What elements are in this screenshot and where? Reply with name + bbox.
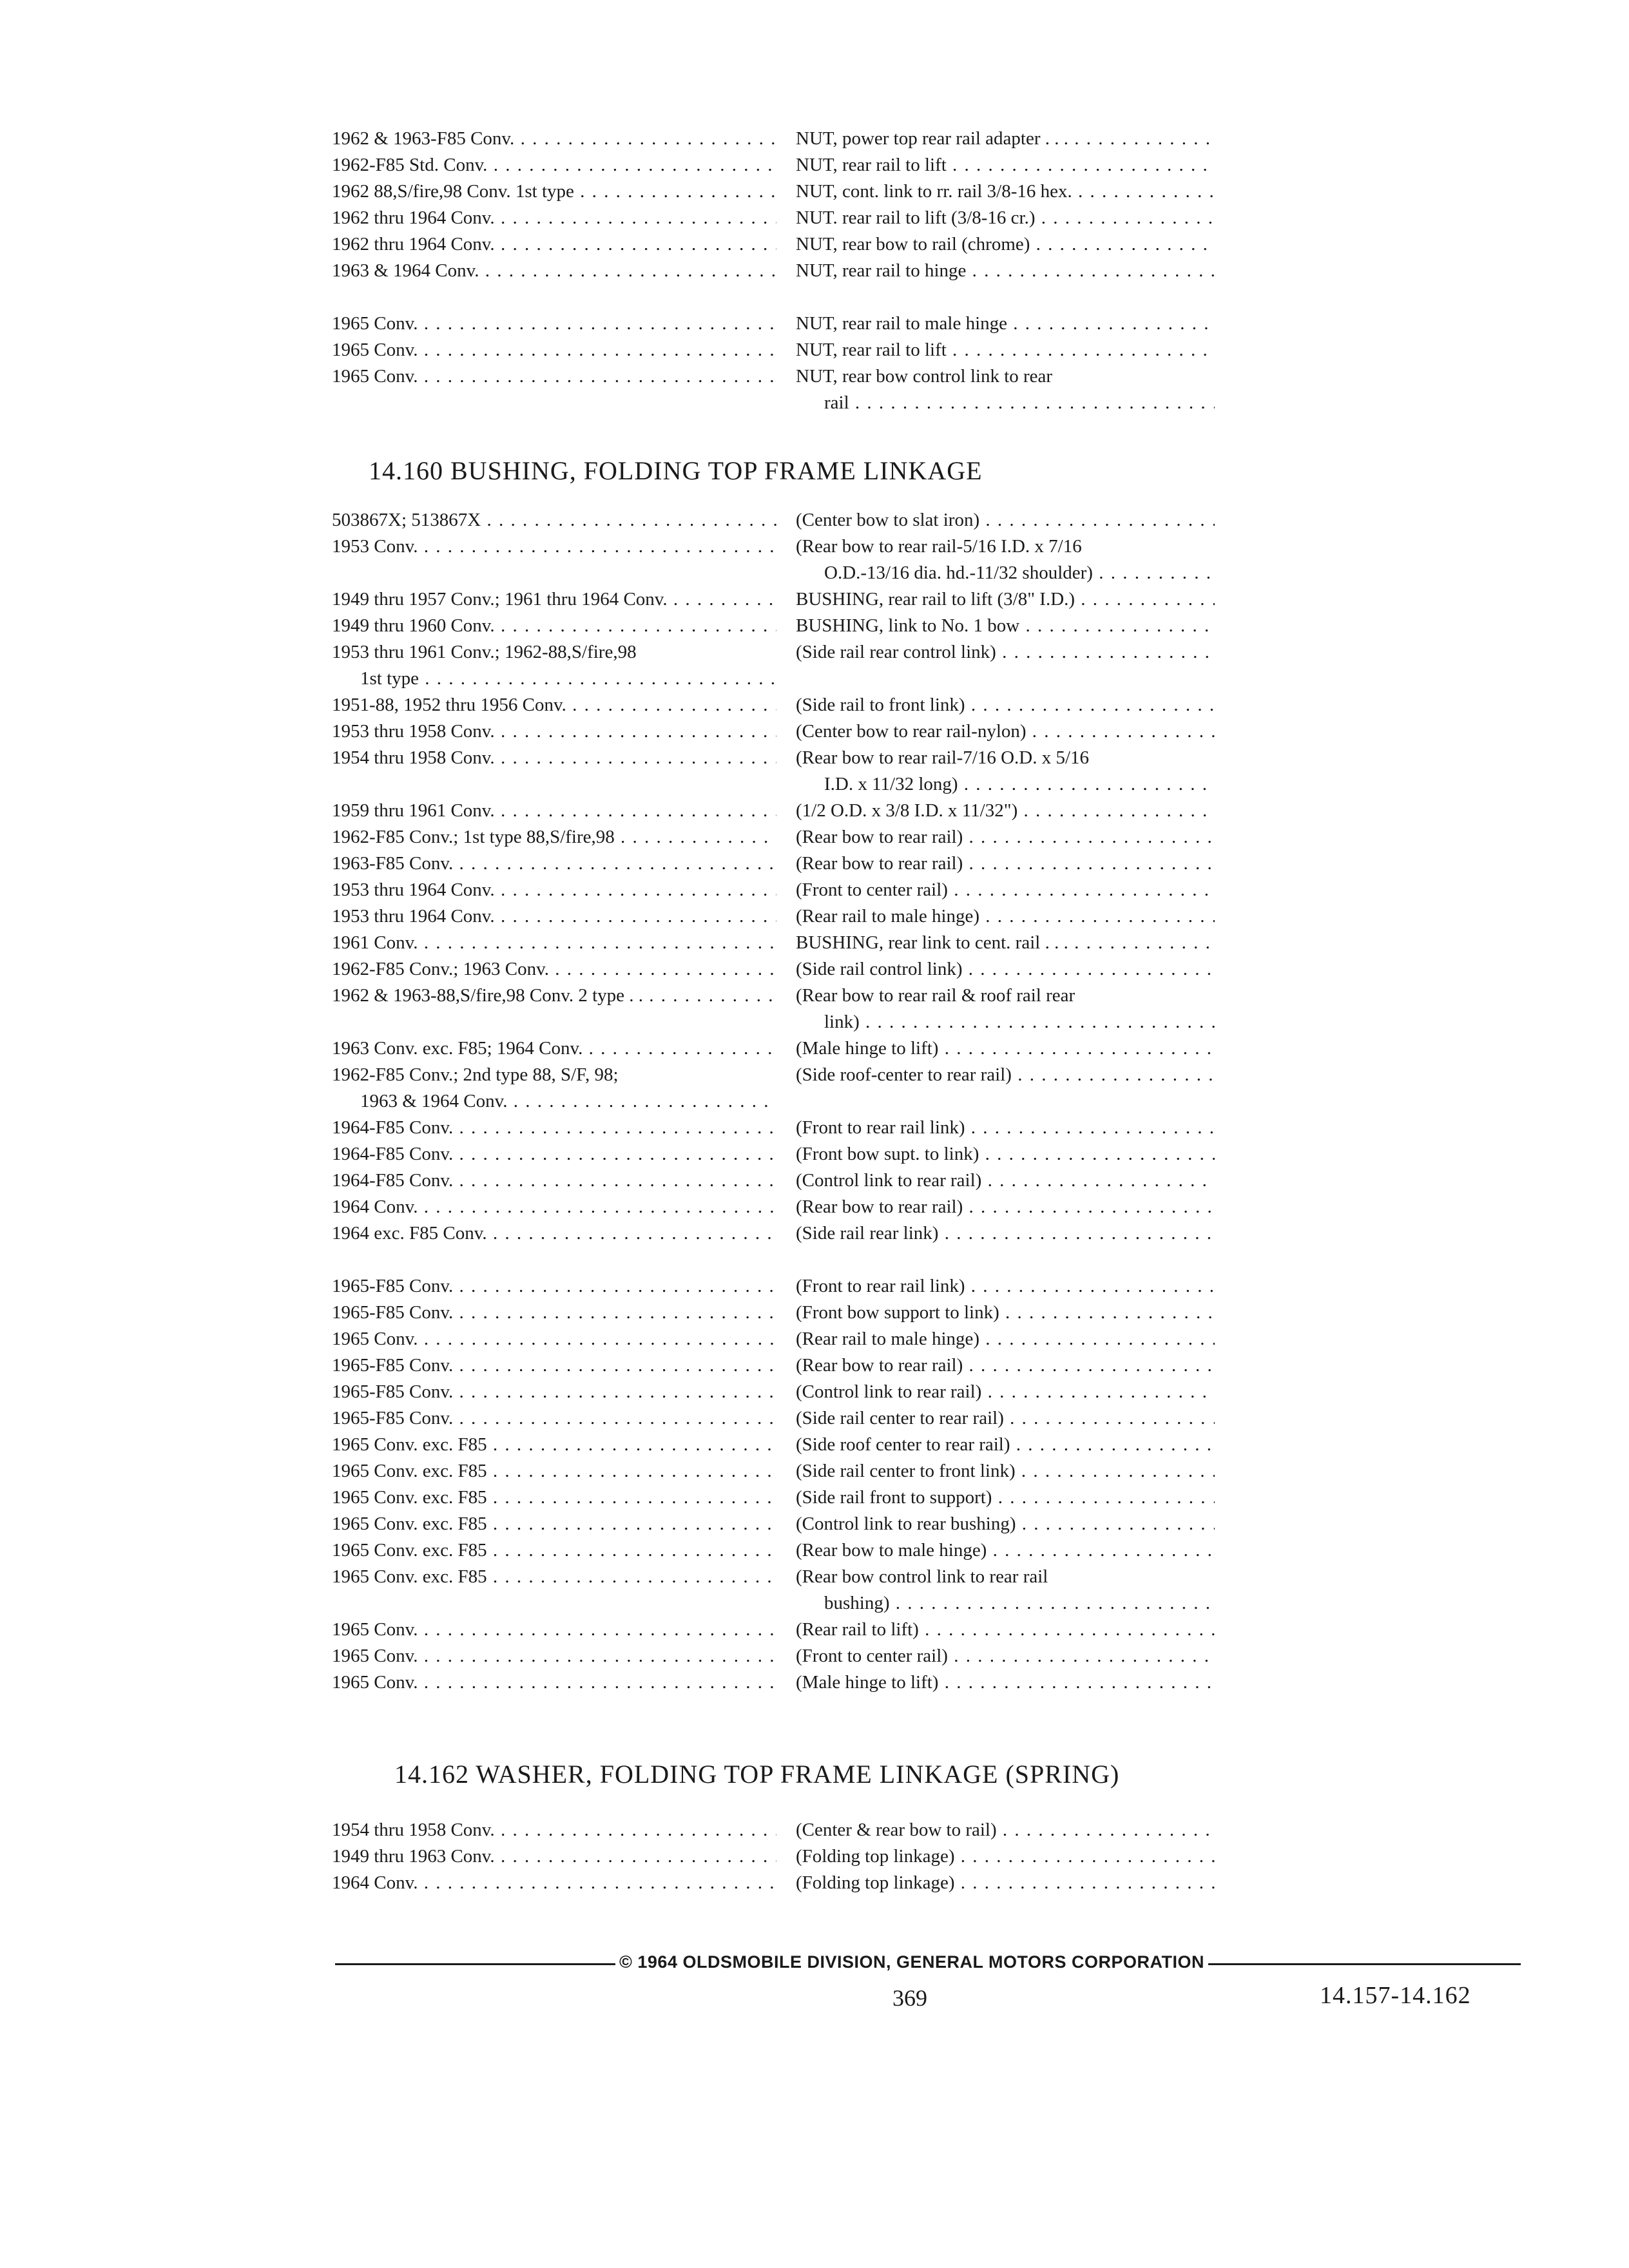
copyright-notice: © 1964 OLDSMOBILE DIVISION, GENERAL MOTORS CORPORATION <box>615 1952 1208 1972</box>
model-text: 1963 & 1964 Conv. . . . <box>332 1088 776 1115</box>
model-cell <box>332 231 776 258</box>
model-text: 1963-F85 Conv. . . . <box>332 850 776 877</box>
description-text: NUT, rear rail to lift . . . <box>796 337 1215 363</box>
description-text: (Control link to rear rail) . . . <box>796 1379 1215 1405</box>
description-cell <box>796 1168 1215 1194</box>
description-text: (Side roof center to rear rail) . . . <box>796 1432 1215 1458</box>
table-row <box>0 533 1629 586</box>
washer-parts-list <box>0 1817 1629 1896</box>
table-row <box>0 1115 1629 1141</box>
table-row <box>0 1300 1629 1326</box>
description-text: (Folding top linkage) . . . <box>796 1843 1215 1870</box>
description-cell <box>796 1220 1215 1247</box>
footer-rule-right <box>1170 1963 1521 1965</box>
model-text: 1953 thru 1964 Conv. . . . <box>332 877 776 903</box>
table-row <box>0 337 1629 363</box>
table-row <box>0 956 1629 983</box>
model-text: 1965-F85 Conv. . . . <box>332 1300 776 1326</box>
model-cell <box>332 337 776 363</box>
description-cell <box>796 1843 1215 1870</box>
description-cell <box>796 1870 1215 1896</box>
description-cell <box>796 1300 1215 1326</box>
description-text: NUT, rear bow to rail (chrome) . . . <box>796 231 1215 258</box>
table-row <box>0 1168 1629 1194</box>
description-text: (Rear bow to rear rail-7/16 O.D. x 5/16 <box>796 747 1090 768</box>
table-row <box>0 178 1629 205</box>
model-cell <box>332 1035 776 1062</box>
model-text: 1964-F85 Conv. . . . <box>332 1115 776 1141</box>
model-cell <box>332 1817 776 1843</box>
description-cell <box>796 930 1215 956</box>
description-cell <box>796 1062 1215 1088</box>
model-cell <box>332 1870 776 1896</box>
table-row <box>0 205 1629 231</box>
model-text: 1965-F85 Conv. . . . <box>332 1405 776 1432</box>
model-cell <box>332 1669 776 1696</box>
table-row <box>0 824 1629 850</box>
model-text: 1965-F85 Conv. . . . <box>332 1273 776 1300</box>
description-cell <box>796 745 1215 798</box>
bushing-parts-list <box>0 507 1629 1696</box>
description-text: (Control link to rear bushing) . . . <box>796 1511 1215 1537</box>
model-cell <box>332 824 776 850</box>
description-text: (1/2 O.D. x 3/8 I.D. x 11/32") . . . <box>796 798 1215 824</box>
description-text: (Center bow to rear rail-nylon) . . . <box>796 718 1215 745</box>
model-text: 1962-F85 Std. Conv. . . . <box>332 152 776 178</box>
model-cell <box>332 639 776 692</box>
table-row <box>0 1273 1629 1300</box>
model-cell <box>332 930 776 956</box>
description-cell <box>796 1511 1215 1537</box>
model-text: 1965 Conv. . . . <box>332 1669 776 1696</box>
description-text: O.D.-13/16 dia. hd.-11/32 shoulder) . . . <box>796 560 1215 586</box>
description-text: (Front to rear rail link) . . . <box>796 1273 1215 1300</box>
table-row <box>0 1432 1629 1458</box>
model-cell <box>332 1220 776 1247</box>
description-cell <box>796 613 1215 639</box>
table-row <box>0 1352 1629 1379</box>
model-text: 1965-F85 Conv. . . . <box>332 1379 776 1405</box>
description-text: NUT, rear bow control link to rear <box>796 366 1053 387</box>
model-text: 1962 88,S/fire,98 Conv. 1st type . . . <box>332 178 776 205</box>
table-row <box>0 877 1629 903</box>
model-text: 1965 Conv. exc. F85 . . . <box>332 1537 776 1564</box>
description-text: (Rear bow to rear rail) . . . <box>796 1352 1215 1379</box>
description-cell <box>796 1617 1215 1643</box>
description-cell <box>796 639 1215 666</box>
table-row <box>0 258 1629 284</box>
table-row <box>0 1564 1629 1617</box>
model-text: 1953 Conv. . . . <box>332 533 776 560</box>
table-row <box>0 231 1629 258</box>
model-text: 1963 & 1964 Conv. . . . <box>332 258 776 284</box>
description-text: BUSHING, rear link to cent. rail . . . . . . <box>796 930 1215 956</box>
description-text: NUT. rear rail to lift (3/8-16 cr.) . . . <box>796 205 1215 231</box>
model-text: 1959 thru 1961 Conv. . . . <box>332 798 776 824</box>
model-text: 1965-F85 Conv. . . . <box>332 1352 776 1379</box>
table-row <box>0 1035 1629 1062</box>
description-cell <box>796 877 1215 903</box>
model-text: 1954 thru 1958 Conv. . . . <box>332 1817 776 1843</box>
description-cell <box>796 1564 1215 1617</box>
model-cell <box>332 258 776 284</box>
model-text: 1965 Conv. . . . <box>332 363 776 390</box>
description-cell <box>796 258 1215 284</box>
description-cell <box>796 903 1215 930</box>
model-cell <box>332 363 776 390</box>
table-row <box>0 1141 1629 1168</box>
description-text: (Rear bow to rear rail) . . . <box>796 1194 1215 1220</box>
table-row <box>0 1669 1629 1696</box>
description-cell <box>796 126 1215 152</box>
model-cell <box>332 507 776 533</box>
model-text: 1962 thru 1964 Conv. . . . <box>332 231 776 258</box>
description-text: (Front bow support to link) . . . <box>796 1300 1215 1326</box>
model-text: 1962-F85 Conv.; 2nd type 88, S/F, 98; <box>332 1064 619 1085</box>
model-text: 1951-88, 1952 thru 1956 Conv. . . . <box>332 692 776 718</box>
description-text: (Rear bow to rear rail) . . . <box>796 824 1215 850</box>
description-cell <box>796 152 1215 178</box>
description-cell <box>796 1458 1215 1485</box>
model-text: 1965 Conv. . . . <box>332 1643 776 1669</box>
model-text: 1964 exc. F85 Conv. . . . <box>332 1220 776 1247</box>
model-text: 1961 Conv. . . . <box>332 930 776 956</box>
table-row <box>0 507 1629 533</box>
description-cell <box>796 1669 1215 1696</box>
description-cell <box>796 1035 1215 1062</box>
description-text: (Side roof-center to rear rail) . . . <box>796 1062 1215 1088</box>
table-row <box>0 1537 1629 1564</box>
description-text: NUT, rear rail to male hinge . . . <box>796 311 1215 337</box>
model-cell <box>332 1352 776 1379</box>
description-text: (Side rail rear link) . . . <box>796 1220 1215 1247</box>
model-cell <box>332 745 776 771</box>
description-text: (Rear bow to male hinge) . . . <box>796 1537 1215 1564</box>
table-row <box>0 586 1629 613</box>
model-cell <box>332 152 776 178</box>
description-cell <box>796 1643 1215 1669</box>
description-text: (Front bow supt. to link) . . . <box>796 1141 1215 1168</box>
model-cell <box>332 1141 776 1168</box>
table-row <box>0 1062 1629 1115</box>
description-text: (Side rail front to support) . . . <box>796 1485 1215 1511</box>
model-cell <box>332 586 776 613</box>
description-cell <box>796 363 1215 416</box>
description-text: (Rear bow to rear rail & roof rail rear <box>796 985 1075 1006</box>
model-cell <box>332 983 776 1009</box>
table-row <box>0 639 1629 692</box>
model-cell <box>332 956 776 983</box>
description-cell <box>796 205 1215 231</box>
model-cell <box>332 903 776 930</box>
model-text: 1964-F85 Conv. . . . <box>332 1168 776 1194</box>
model-text: 1953 thru 1961 Conv.; 1962-88,S/fire,98 <box>332 642 637 662</box>
model-cell <box>332 178 776 205</box>
description-cell <box>796 1379 1215 1405</box>
description-cell <box>796 1194 1215 1220</box>
model-cell <box>332 1843 776 1870</box>
model-cell <box>332 718 776 745</box>
description-cell <box>796 337 1215 363</box>
model-text: 1st type . . . <box>332 666 776 692</box>
model-cell <box>332 311 776 337</box>
model-text: 1949 thru 1963 Conv. . . . <box>332 1843 776 1870</box>
model-cell <box>332 613 776 639</box>
model-cell <box>332 1405 776 1432</box>
table-row <box>0 718 1629 745</box>
model-text: 1962 & 1963-F85 Conv. . . . <box>332 126 776 152</box>
model-text: 1963 Conv. exc. F85; 1964 Conv. . . . <box>332 1035 776 1062</box>
table-row <box>0 1843 1629 1870</box>
model-cell <box>332 1194 776 1220</box>
table-row <box>0 613 1629 639</box>
model-cell <box>332 798 776 824</box>
table-row <box>0 1405 1629 1432</box>
model-cell <box>332 1432 776 1458</box>
description-cell <box>796 1326 1215 1352</box>
table-row <box>0 692 1629 718</box>
nut-parts-list <box>0 126 1629 416</box>
description-text: (Side rail center to rear rail) . . . <box>796 1405 1215 1432</box>
model-cell <box>332 533 776 560</box>
model-cell <box>332 1379 776 1405</box>
table-row <box>0 1458 1629 1485</box>
table-row <box>0 1194 1629 1220</box>
section-title-14-162: 14.162 WASHER, FOLDING TOP FRAME LINKAGE (SPRING) <box>394 1760 1120 1789</box>
table-row <box>0 1485 1629 1511</box>
table-row <box>0 930 1629 956</box>
model-cell <box>332 1643 776 1669</box>
description-cell <box>796 533 1215 586</box>
model-cell <box>332 692 776 718</box>
model-cell <box>332 1326 776 1352</box>
description-text: (Rear bow control link to rear rail <box>796 1566 1048 1587</box>
description-text: link) . . . <box>796 1009 1215 1035</box>
description-cell <box>796 586 1215 613</box>
description-text: (Rear rail to male hinge) . . . <box>796 1326 1215 1352</box>
description-text: (Rear rail to lift) . . . <box>796 1617 1215 1643</box>
description-cell <box>796 1817 1215 1843</box>
model-text: 503867X; 513867X . . . <box>332 507 776 533</box>
model-text: 1964 Conv. . . . <box>332 1870 776 1896</box>
description-text: (Front to center rail) . . . <box>796 877 1215 903</box>
model-cell <box>332 126 776 152</box>
description-cell <box>796 507 1215 533</box>
model-text: 1954 thru 1958 Conv. . . . <box>332 745 776 771</box>
description-text: bushing) . . . <box>796 1590 1215 1617</box>
model-text: 1949 thru 1960 Conv. . . . <box>332 613 776 639</box>
table-row <box>0 1379 1629 1405</box>
description-cell <box>796 983 1215 1035</box>
description-text: (Side rail control link) . . . <box>796 956 1215 983</box>
description-text: I.D. x 11/32 long) . . . <box>796 771 1215 798</box>
description-text: NUT, cont. link to rr. rail 3/8-16 hex. . . . <box>796 178 1215 205</box>
table-row <box>0 903 1629 930</box>
description-text: NUT, rear rail to hinge . . . <box>796 258 1215 284</box>
model-cell <box>332 1458 776 1485</box>
description-cell <box>796 178 1215 205</box>
description-cell <box>796 798 1215 824</box>
spacer <box>0 1247 1629 1273</box>
model-text: 1962 thru 1964 Conv. . . . <box>332 205 776 231</box>
description-cell <box>796 850 1215 877</box>
model-text: 1964 Conv. . . . <box>332 1194 776 1220</box>
table-row <box>0 1326 1629 1352</box>
description-cell <box>796 311 1215 337</box>
footer-rule-left <box>335 1963 628 1965</box>
description-cell <box>796 956 1215 983</box>
model-text: 1965 Conv. exc. F85 . . . <box>332 1511 776 1537</box>
description-text: (Folding top linkage) . . . <box>796 1870 1215 1896</box>
table-row <box>0 1870 1629 1896</box>
description-cell <box>796 718 1215 745</box>
table-row <box>0 745 1629 798</box>
table-row <box>0 1617 1629 1643</box>
model-text: 1949 thru 1957 Conv.; 1961 thru 1964 Conv. . . . <box>332 586 776 613</box>
model-cell <box>332 1617 776 1643</box>
table-row <box>0 798 1629 824</box>
model-text: 1962-F85 Conv.; 1963 Conv. . . . <box>332 956 776 983</box>
description-text: (Male hinge to lift) . . . <box>796 1035 1215 1062</box>
page-number: 369 <box>892 1985 927 2011</box>
description-cell <box>796 1537 1215 1564</box>
description-text: (Center bow to slat iron) . . . <box>796 507 1215 533</box>
model-text: 1962 & 1963-88,S/fire,98 Conv. 2 type . . . . . <box>332 983 776 1009</box>
description-cell <box>796 1141 1215 1168</box>
model-text: 1965 Conv. exc. F85 . . . <box>332 1458 776 1485</box>
model-text: 1965 Conv. . . . <box>332 311 776 337</box>
table-row <box>0 152 1629 178</box>
description-text: (Male hinge to lift) . . . <box>796 1669 1215 1696</box>
description-text: BUSHING, link to No. 1 bow . . . <box>796 613 1215 639</box>
model-cell <box>332 850 776 877</box>
table-row <box>0 983 1629 1035</box>
description-text: (Center & rear bow to rail) . . . <box>796 1817 1215 1843</box>
model-cell <box>332 1115 776 1141</box>
description-text: (Front to rear rail link) . . . <box>796 1115 1215 1141</box>
table-row <box>0 311 1629 337</box>
description-cell <box>796 231 1215 258</box>
model-text: 1965 Conv. . . . <box>332 337 776 363</box>
description-text: (Side rail rear control link) . . . <box>796 639 1215 666</box>
description-text: NUT, power top rear rail adapter . . . . . . <box>796 126 1215 152</box>
table-row <box>0 1817 1629 1843</box>
description-cell <box>796 824 1215 850</box>
description-cell <box>796 1352 1215 1379</box>
model-text: 1965 Conv. exc. F85 . . . <box>332 1432 776 1458</box>
spacer <box>0 284 1629 311</box>
description-text: (Front to center rail) . . . <box>796 1643 1215 1669</box>
model-cell <box>332 1062 776 1115</box>
model-cell <box>332 1273 776 1300</box>
section-range: 14.157-14.162 <box>1320 1982 1471 2009</box>
model-text: 1962-F85 Conv.; 1st type 88,S/fire,98 . . . <box>332 824 776 850</box>
description-text: NUT, rear rail to lift . . . <box>796 152 1215 178</box>
model-cell <box>332 1537 776 1564</box>
description-cell <box>796 1115 1215 1141</box>
description-text: (Rear bow to rear rail-5/16 I.D. x 7/16 <box>796 536 1082 557</box>
model-cell <box>332 205 776 231</box>
model-cell <box>332 1168 776 1194</box>
model-text: 1964-F85 Conv. . . . <box>332 1141 776 1168</box>
description-text: (Side rail to front link) . . . <box>796 692 1215 718</box>
section-title-14-160: 14.160 BUSHING, FOLDING TOP FRAME LINKAGE <box>369 456 983 485</box>
description-cell <box>796 1273 1215 1300</box>
description-cell <box>796 1405 1215 1432</box>
model-cell <box>332 1300 776 1326</box>
model-text: 1965 Conv. . . . <box>332 1326 776 1352</box>
model-cell <box>332 1485 776 1511</box>
table-row <box>0 363 1629 416</box>
table-row <box>0 1643 1629 1669</box>
description-text: BUSHING, rear rail to lift (3/8" I.D.) . . . <box>796 586 1215 613</box>
description-text: rail . . . <box>796 390 1215 416</box>
table-row <box>0 1220 1629 1247</box>
model-text: 1965 Conv. exc. F85 . . . <box>332 1564 776 1590</box>
table-row <box>0 126 1629 152</box>
description-cell <box>796 1432 1215 1458</box>
description-cell <box>796 692 1215 718</box>
model-text: 1953 thru 1958 Conv. . . . <box>332 718 776 745</box>
table-row <box>0 850 1629 877</box>
model-text: 1965 Conv. . . . <box>332 1617 776 1643</box>
description-text: (Rear rail to male hinge) . . . <box>796 903 1215 930</box>
table-row <box>0 1511 1629 1537</box>
description-text: (Rear bow to rear rail) . . . <box>796 850 1215 877</box>
model-cell <box>332 1564 776 1590</box>
description-text: (Control link to rear rail) . . . <box>796 1168 1215 1194</box>
model-cell <box>332 877 776 903</box>
description-cell <box>796 1485 1215 1511</box>
description-text: (Side rail center to front link) . . . <box>796 1458 1215 1485</box>
model-text: 1965 Conv. exc. F85 . . . <box>332 1485 776 1511</box>
model-text: 1953 thru 1964 Conv. . . . <box>332 903 776 930</box>
model-cell <box>332 1511 776 1537</box>
